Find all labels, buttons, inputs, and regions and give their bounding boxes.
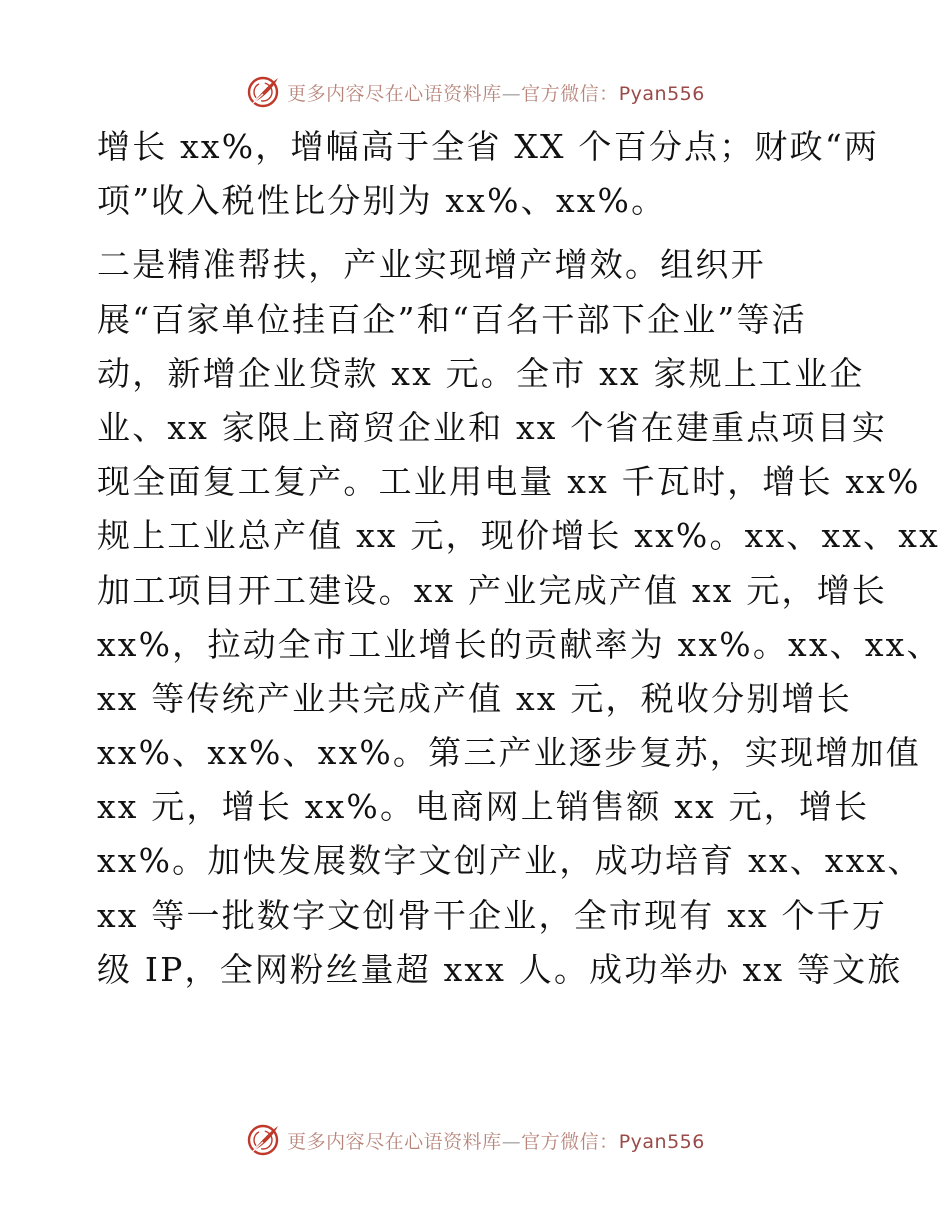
text-line: xx 元，增长 xx%。电商网上销售额 xx 元，增长 [97, 787, 870, 827]
watermark-wechat-id: Pyan556 [618, 1130, 705, 1153]
quill-logo-icon [245, 74, 281, 110]
text-line: 级 IP，全网粉丝量超 xxx 人。成功举办 xx 等文旅 [97, 949, 903, 989]
header-watermark [0, 72, 950, 112]
text-line: xx%，拉动全市工业增长的贡献率为 xx%。xx、xx、 [97, 624, 942, 664]
text-line: 加工项目开工建设。xx 产业完成产值 xx 元，增长 [97, 570, 888, 610]
watermark-wechat-label: 官方微信： [521, 1130, 619, 1153]
paragraph-1 [97, 120, 880, 228]
text-line: xx%、xx%、xx%。第三产业逐步复苏，实现增加值 [97, 733, 921, 773]
text-line: 现全面复工复产。工业用电量 xx 千瓦时，增长 xx% [97, 462, 921, 502]
text-line: 规上工业总产值 xx 元，现价增长 xx%。xx、xx、xx [97, 516, 940, 556]
watermark-caption [287, 1127, 705, 1154]
watermark-separator: — [501, 82, 522, 105]
text-line: 增长 xx%，增幅高于全省 XX 个百分点；财政“两 [97, 127, 880, 166]
watermark-site-text: 更多内容尽在心语资料库 [287, 1130, 502, 1153]
text-line: xx 等一批数字文创骨干企业，全市现有 xx 个千万 [97, 895, 888, 935]
watermark-caption [287, 79, 705, 106]
footer-watermark [0, 1120, 950, 1160]
watermark-wechat-id: Pyan556 [618, 82, 705, 105]
watermark-separator: — [501, 1130, 522, 1153]
text-line: 展“百家单位挂百企”和“百名干部下企业”等活 [97, 299, 807, 339]
text-line: xx%。加快发展数字文创产业，成功培育 xx、xxx、 [97, 841, 923, 881]
document-body [97, 120, 942, 997]
text-line: xx 等传统产业共完成产值 xx 元，税收分别增长 [97, 678, 852, 718]
paragraph-2 [97, 238, 942, 997]
watermark-wechat-label: 官方微信： [521, 82, 619, 105]
watermark-site-text: 更多内容尽在心语资料库 [287, 82, 502, 105]
quill-logo-icon [245, 1122, 281, 1158]
text-line: 二是精准帮扶，产业实现增产增效。组织开 [97, 245, 766, 285]
text-line: 业、xx 家限上商贸企业和 xx 个省在建重点项目实 [97, 407, 888, 447]
text-line: 动，新增企业贷款 xx 元。全市 xx 家规上工业企 [97, 353, 865, 393]
text-line: 项”收入税性比分别为 xx%、xx%。 [97, 181, 667, 221]
